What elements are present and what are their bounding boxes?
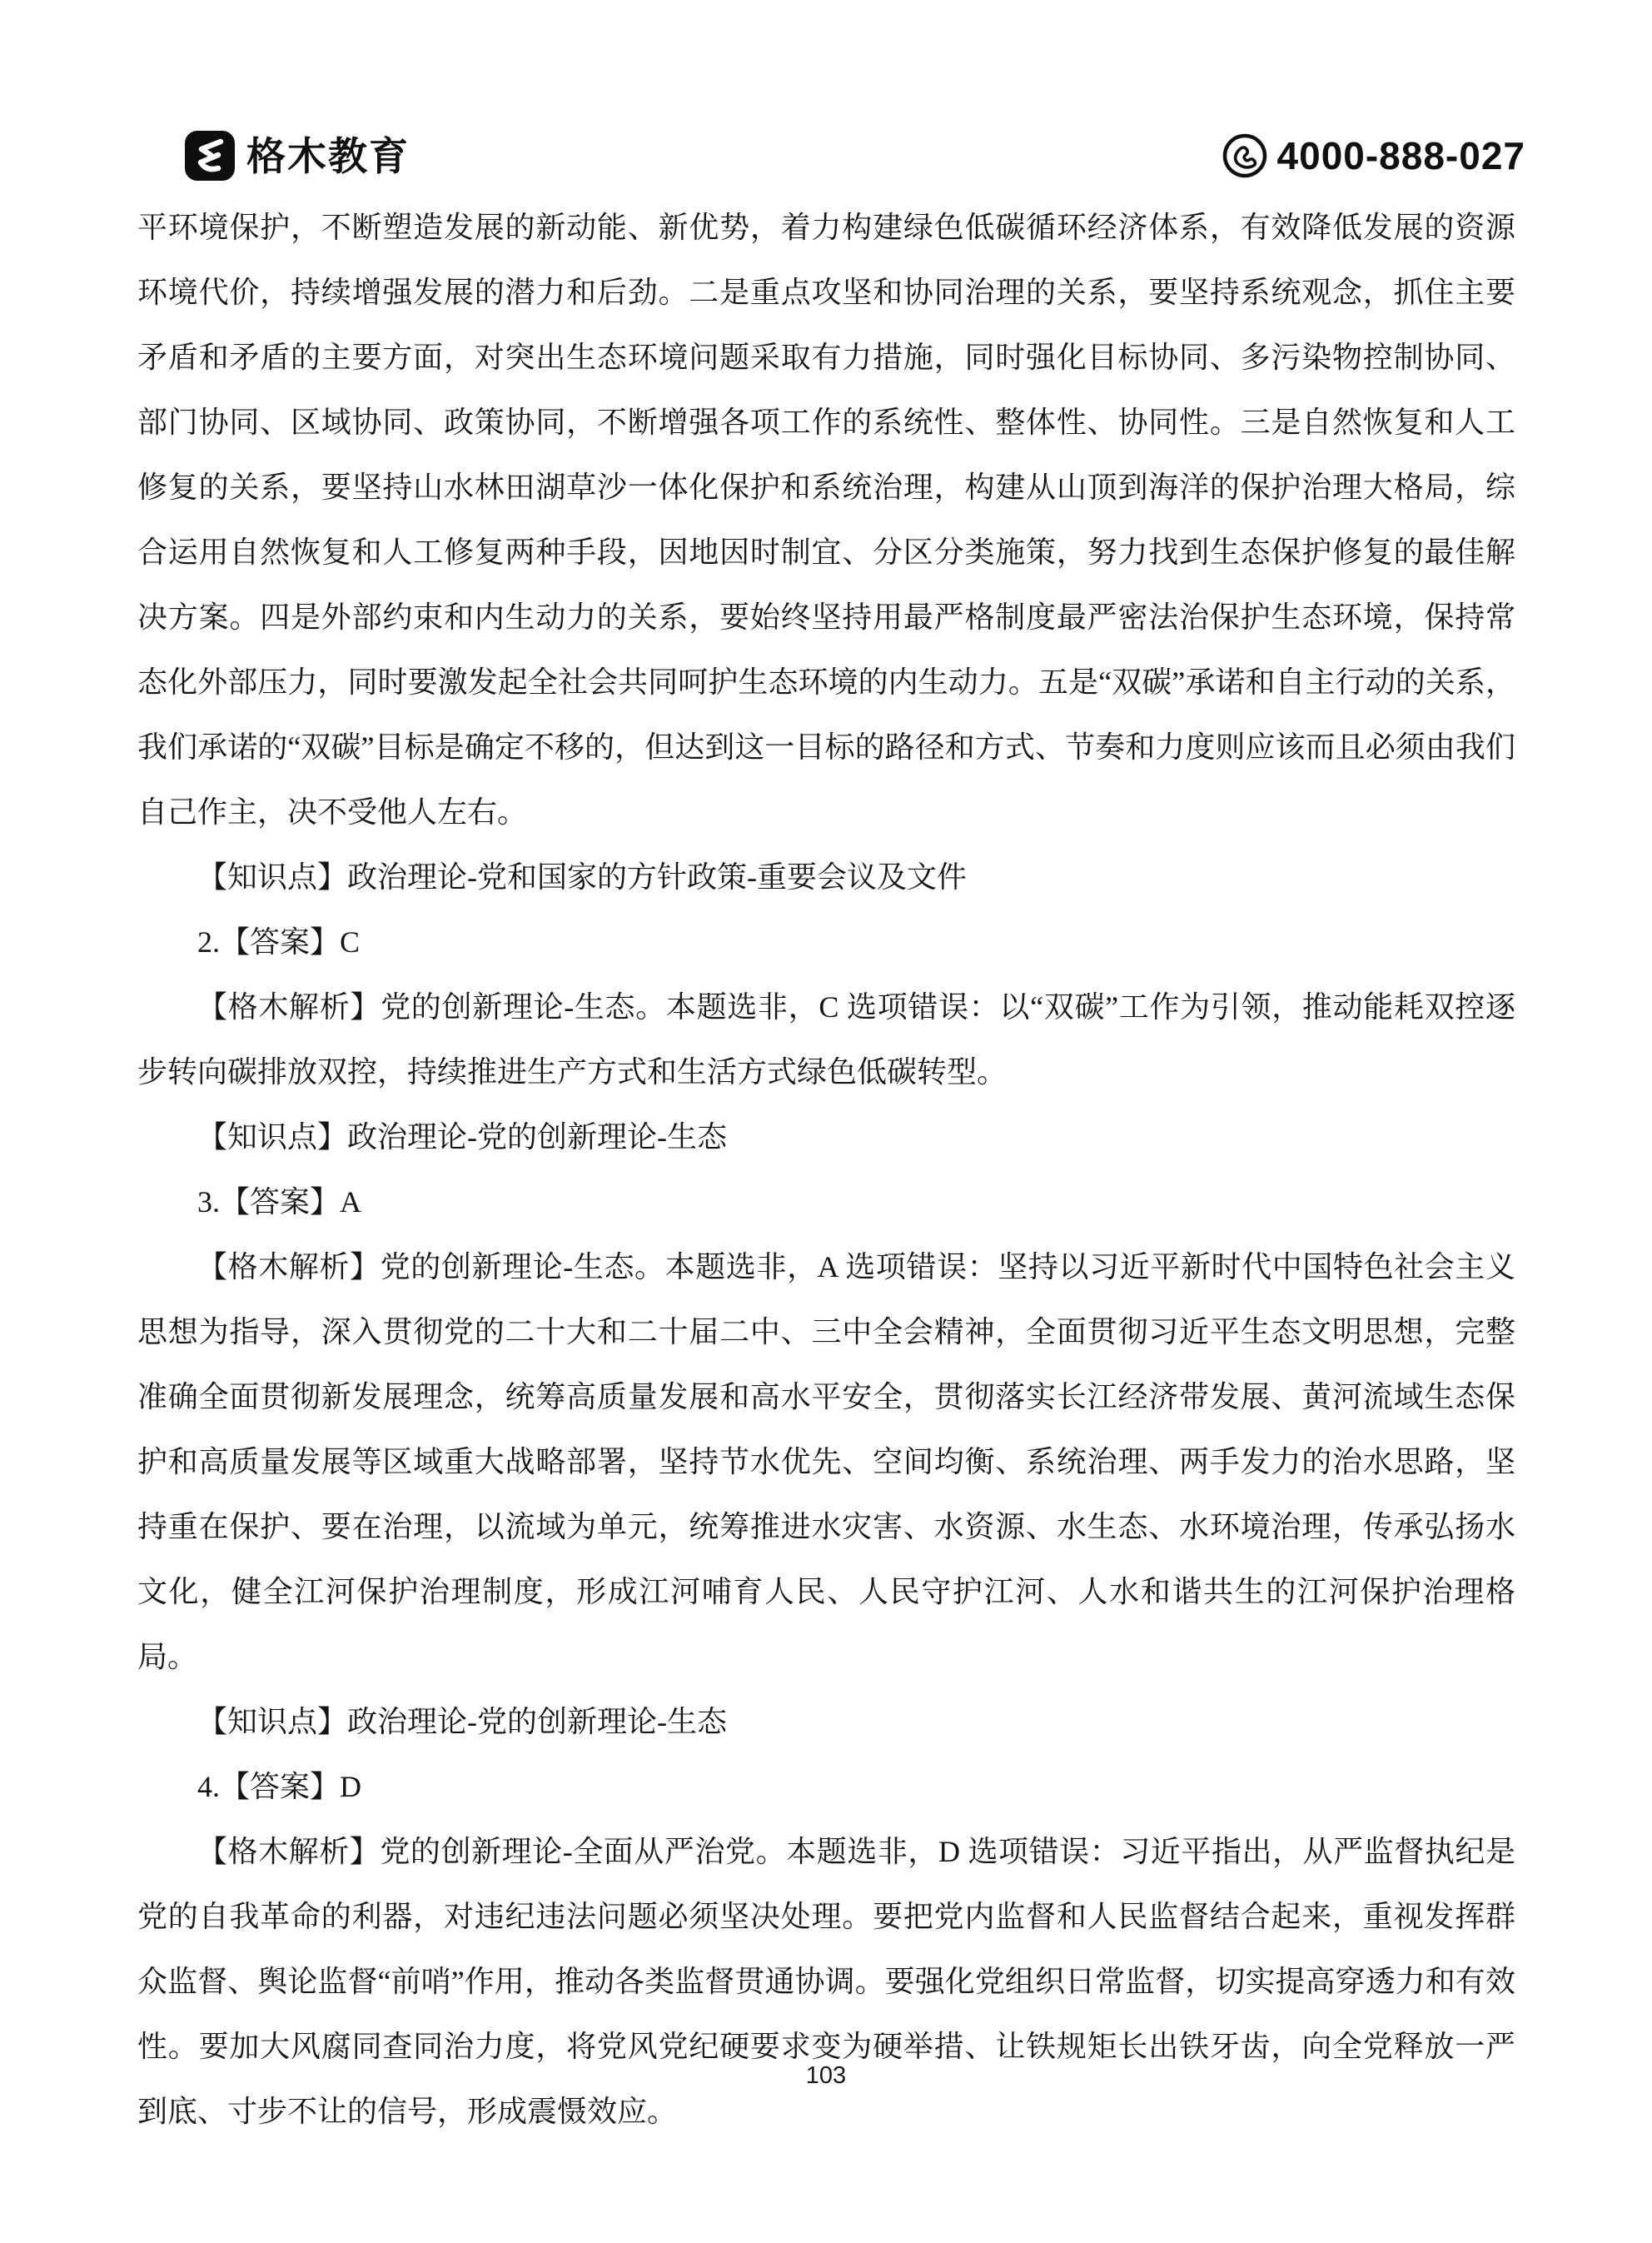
- document-body: [137, 195, 1515, 2144]
- answer-line-q4: 4.【答案】D: [197, 1770, 361, 1803]
- knowledge-point-line: 【知识点】政治理论-党的创新理论-生态: [197, 1120, 727, 1154]
- answer-line-q2: 2.【答案】C: [197, 925, 361, 959]
- body-paragraph: 平环境保护，不断塑造发展的新动能、新优势，着力构建绿色低碳循环经济体系，有效降低发展的资源环境代价，持续增强发展的潜力和后劲。二是重点攻坚和协同治理的关系，要坚持系统观念，抓住主要矛盾和矛盾的主要方面，对突出生态环境问题采取有力措施，同时强化目标协同、多污染物控制协同、部门协同、区域协同、政策协同，不断增强各项工作的系统性、整体性、协同性。三是自然恢复和人工修复的关系，要坚持山水林田湖草沙一体化保护和系统治理，构建从山顶到海洋的保护治理大格局，综合运用自然恢复和人工修复两种手段，因地因时制宜、分区分类施策，努力找到生态保护修复的最佳解决方案。四是外部约束和内生动力的关系，要始终坚持用最严格制度最严密法治保护生态环境，保持常态化外部压力，同时要激发起全社会共同呵护生态环境的内生动力。五是“双碳”承诺和自主行动的关系，我们承诺的“双碳”目标是确定不移的，但达到这一目标的路径和方式、节奏和力度则应该而且必须由我们自己作主，决不受他人左右。: [137, 211, 1515, 829]
- knowledge-point-line: 【知识点】政治理论-党和国家的方针政策-重要会议及文件: [197, 860, 967, 894]
- knowledge-point-line: 【知识点】政治理论-党的创新理论-生态: [197, 1705, 727, 1738]
- contact-phone: [1221, 132, 1525, 180]
- analysis-paragraph-q3: 【格木解析】党的创新理论-生态。本题选非，A 选项错误：坚持以习近平新时代中国特色社会主义思想为指导，深入贯彻党的二十大和二十届二中、三中全会精神，全面贯彻习近平生态文明思想，完整准确全面贯彻新发展理念，统筹高质量发展和高水平安全，贯彻落实长江经济带发展、黄河流域生态保护和高质量发展等区域重大战略部署，坚持节水优先、空间均衡、系统治理、两手发力的治水思路，坚持重在保护、要在治理，以流域为单元，统筹推进水灾害、水资源、水生态、水环境治理，传承弘扬水文化，健全江河保护治理制度，形成江河哺育人民、人民守护江河、人水和谐共生的江河保护治理格局。: [137, 1250, 1515, 1673]
- phone-number: 4000-888-027: [1276, 134, 1525, 177]
- page-footer: [0, 2062, 1652, 2090]
- brand-name: 格木教育: [246, 133, 410, 178]
- phone-icon: [1221, 132, 1269, 180]
- analysis-paragraph-q4: 【格木解析】党的创新理论-全面从严治党。本题选非，D 选项错误：习近平指出，从严监督执纪是党的自我革命的利器，对违纪违法问题必须坚决处理。要把党内监督和人民监督结合起来，重视发挥群众监督、舆论监督“前哨”作用，推动各类监督贯通协调。要强化党组织日常监督，切实提高穿透力和有效性。要加大风腐同查同治力度，将党风党纪硬要求变为硬举措、让铁规矩长出铁牙齿，向全党释放一严到底、寸步不让的信号，形成震慑效应。: [137, 1835, 1515, 2128]
- page-number: 103: [805, 2062, 847, 2089]
- gemu-logo-icon: [183, 129, 236, 182]
- brand: [183, 129, 410, 182]
- analysis-paragraph-q2: 【格木解析】党的创新理论-生态。本题选非，C 选项错误：以“双碳”工作为引领，推动能耗双控逐步转向碳排放双控，持续推进生产方式和生活方式绿色低碳转型。: [137, 990, 1515, 1089]
- answer-line-q3: 3.【答案】A: [197, 1185, 361, 1219]
- page-header: [183, 123, 1525, 188]
